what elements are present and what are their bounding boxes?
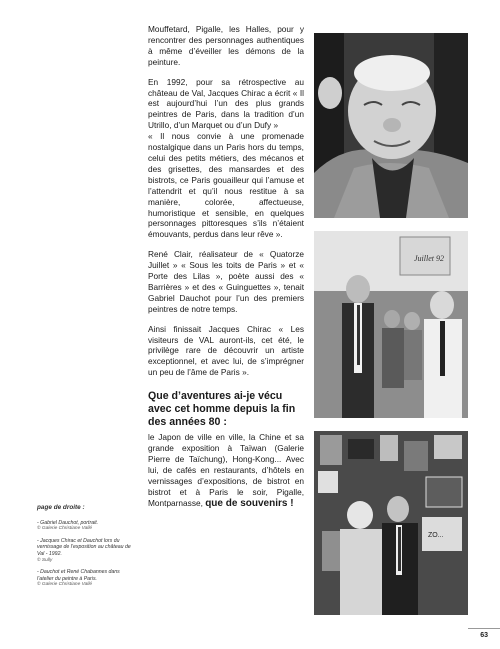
paragraph-4: René Clair, réalisateur de « Quatorze Juillet » « Sous les toits de Paris » et « Porte des Lilas », poète aussi des « Barrières » et des « Guinguettes », tenait Gabriel Dauchot pour l’un des premiers peintres de notre temps. [148, 249, 304, 314]
caption-3-text: - Dauchot et René Chabannes dans l’atelier du peintre à Paris. [37, 569, 120, 582]
paragraph-3: « Il nous convie à une promenade nostalgique dans un Paris hors du temps, celui des petits métiers, des mécanos et des grisettes, des mansardes et des bistrots, ce Paris gouailleur qui l’amuse et l’attendrit et qu’il nous restitue à sa manière, colorée, affectueuse, humoristique et sensible, en quelques personnages pittoresques s’ils n’étaient émouvants, perdus dans leur rêve ». [148, 131, 304, 240]
captions-title: page de droite : [37, 504, 85, 511]
caption-3-credit: © Galerie Christiane Vallé [37, 582, 93, 588]
photo-vernissage-inscription: Juillet 92 [414, 254, 444, 263]
caption-1 [37, 520, 132, 533]
caption-1-text: - Gabriel Dauchot, portrait. [37, 519, 99, 526]
photo-atelier-artwork-tag: ZO... [428, 532, 444, 539]
paragraph-6 [148, 432, 304, 509]
photo-captions [37, 505, 132, 594]
page-number: 63 [480, 632, 488, 639]
paragraph-2: En 1992, pour sa rétrospective au château de Val, Jacques Chirac a écrit « Il est aujourd’hui l’un des plus grands peintres de Paris, dans la tradition d’un Utrillo, d’un Marquet ou d’un Dufy » [148, 76, 304, 131]
caption-2-text: - Jacques Chirac et Dauchot lors du vernissage de l’exposition au château de Val - 1992. [37, 537, 131, 557]
article-column [148, 24, 304, 519]
photo-portrait [314, 33, 468, 218]
photo-vernissage-image [314, 231, 468, 418]
caption-3 [37, 569, 132, 589]
photo-vernissage [314, 231, 468, 418]
photo-portrait-image [314, 33, 468, 218]
caption-2-credit: © Sully [37, 557, 53, 563]
paragraph-1: Mouffetard, Pigalle, les Halles, pour y rencontrer des personnages authentiques à même d’éveiller les démons de la peinture. [148, 24, 304, 67]
section-heading: Que d’aventures ai-je vécu avec cet homme depuis la fin des années 80 : [148, 390, 296, 429]
photo-atelier [314, 431, 468, 615]
paragraph-6-ending: que de souvenirs ! [205, 497, 294, 509]
paragraph-5: Ainsi finissait Jacques Chirac « Les visiteurs de VAL auront-ils, cet été, le privilège rare de découvrir un artiste exceptionnel, et avec lui, de s’imprégner un peu de l’âme de Paris ». [148, 323, 304, 378]
photo-atelier-image [314, 431, 468, 615]
caption-1-credit: © Galerie Christiane Vallé [37, 526, 93, 532]
paragraph-6-text: le Japon de ville en ville, la Chine et sa grande exposition à Taïwan (Galerie Pierre de Taïchung), Hong-Kong... Avec lui, de cafés en restaurants, d’hôtels en vernissages d’expositions, de bistrot en bistrot et à Paris le soir, Pigalle, Montparnasse, [148, 432, 304, 508]
caption-2 [37, 538, 132, 564]
